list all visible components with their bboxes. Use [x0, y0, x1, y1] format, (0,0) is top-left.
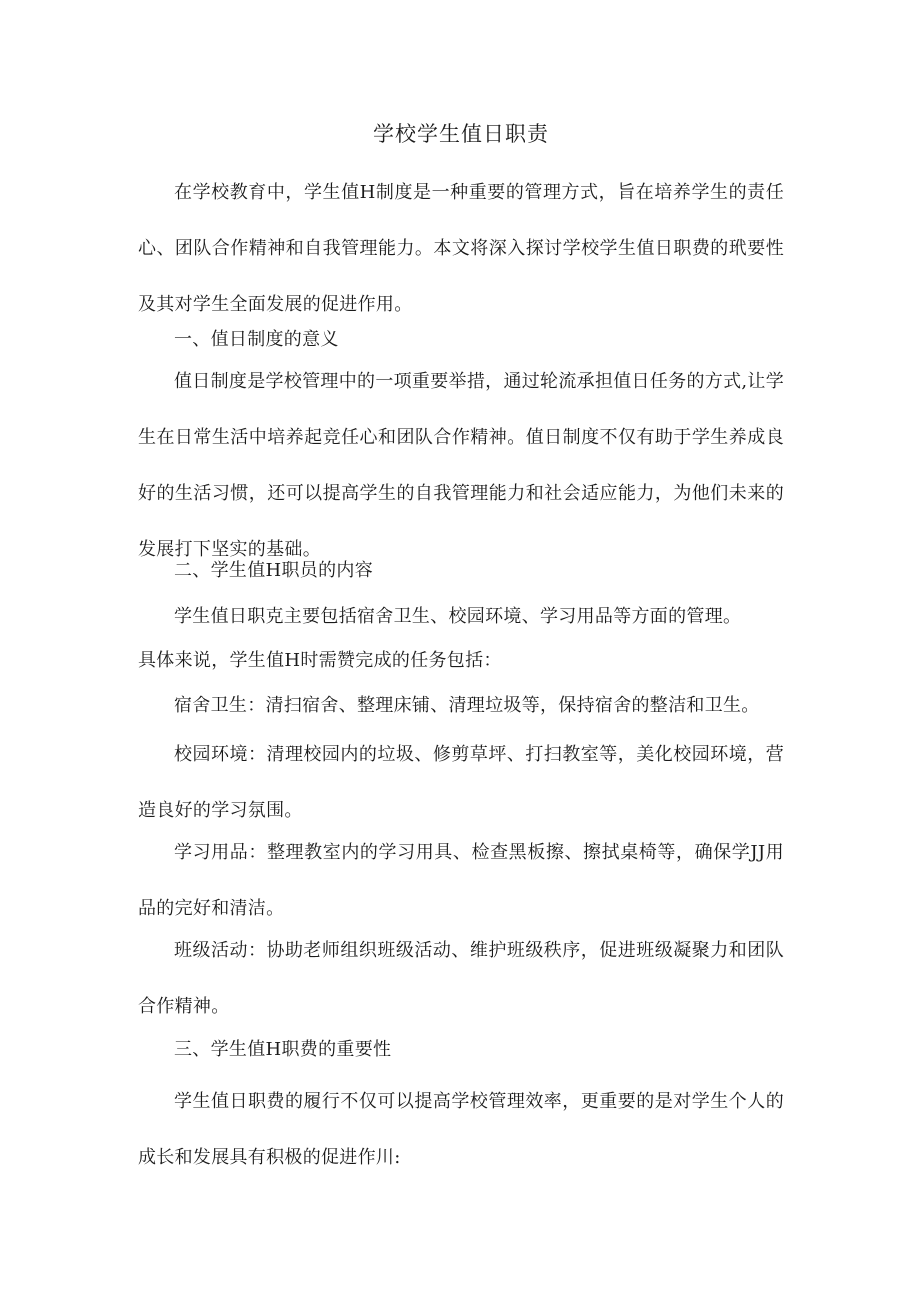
- list-item-class-activities: 班级活动：协助老师组织班级活动、维护班级秩序，促进班级凝聚力和团队合作精神。: [138, 940, 784, 1017]
- intro-paragraph: 在学校教育中，学生值H制度是一种重要的管理方式，旨在培养学生的责任心、团队合作精神和自我管理能力。本文将深入探讨学校学生值日职费的玳要性及其对学生全面发展的促进作用。: [138, 182, 784, 315]
- section-heading-1: 一、值日制度的意义: [174, 329, 339, 350]
- list-item-campus: 校园环境：清理校园内的垃圾、修剪草坪、打扫教室等，美化校园环境，营造良好的学习氛围。: [138, 744, 784, 821]
- section-1-paragraph: 值日制度是学校管理中的一项重要举措，通过轮流承担值日任务的方式,让学生在日常生活中培养起竞任心和团队合作精神。值日制度不仅有助于学生养成良好的生活习惯，还可以提高学生的自我管理能力和社会适应能力，为他们未来的发展打下坚实的基础。: [138, 371, 784, 560]
- section-heading-3: 三、学生值H职费的重要性: [174, 1039, 392, 1060]
- document-title: 学校学生值日职责: [373, 122, 549, 146]
- section-3-paragraph: 学生值日职费的履行不仅可以提高学校管理效率，更重要的是对学生个人的成长和发展具有积极的促进作川:: [138, 1091, 784, 1168]
- list-item-supplies: 学习用品：整理教室内的学习用具、检查黑板擦、擦拭桌椅等，确保学JJ用品的完好和清洁。: [138, 842, 784, 919]
- section-heading-2: 二、学生值H职员的内容: [174, 560, 373, 581]
- section-2-paragraph: 学生值日职克主要包括宿舍卫生、校园环境、学习用品等方面的管理。: [174, 606, 742, 627]
- section-2-continuation: 具体来说，学生值H时需赞完成的任务包括：: [138, 650, 502, 671]
- list-item-dorm: 宿舍卫生：清扫宿舍、整理床铺、清理垃圾等，保持宿舍的整洁和卫生。: [174, 695, 760, 716]
